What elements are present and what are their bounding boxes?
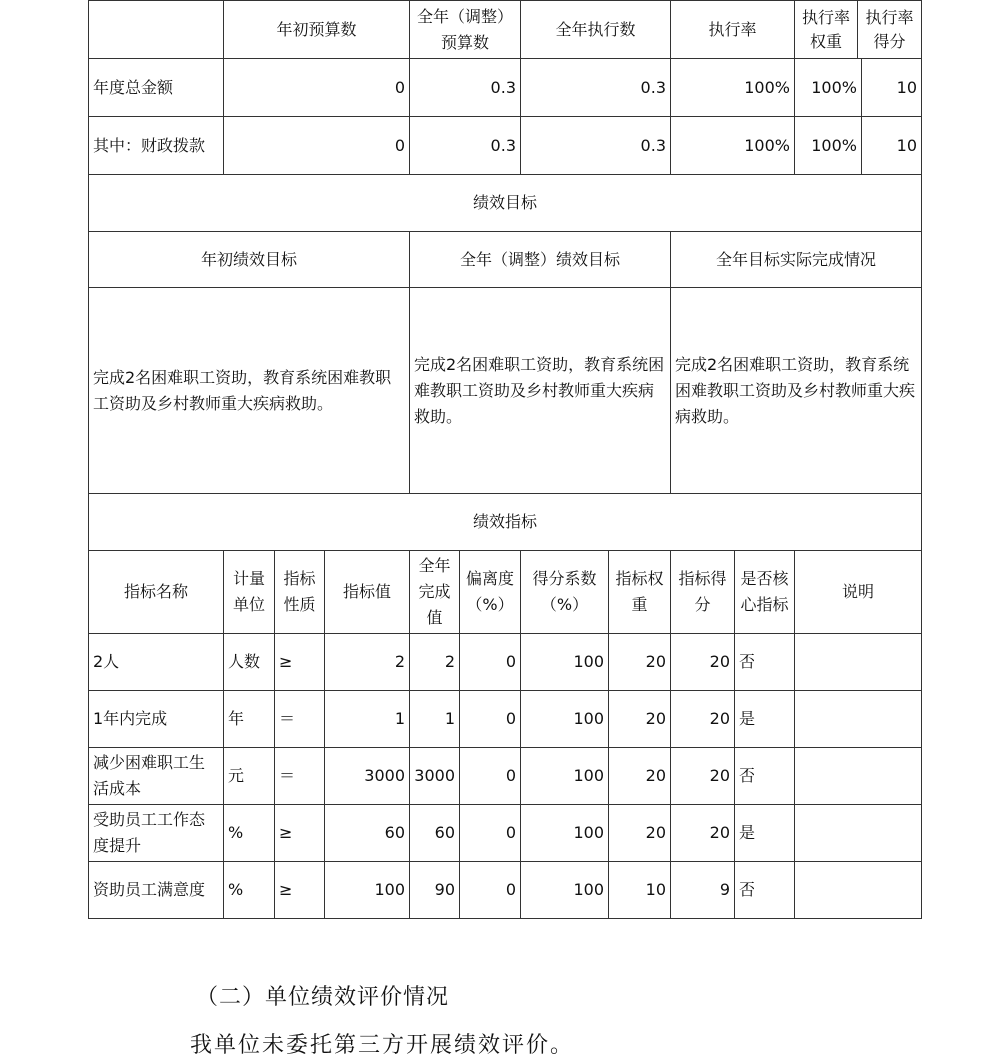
- ind-header-target: 指标值: [325, 551, 410, 634]
- budget-initial: 0: [224, 117, 410, 175]
- ind-completed: 3000: [410, 748, 460, 805]
- ind-note: [795, 862, 922, 919]
- indicator-row: [89, 634, 922, 691]
- budget-header-score: 执行率得分: [865, 7, 914, 51]
- budget-header-initial: 年初预算数: [224, 1, 410, 59]
- section2-title: （二）单位绩效评价情况: [196, 985, 450, 1010]
- ind-deviation: 0: [460, 805, 521, 862]
- ind-note: [795, 634, 922, 691]
- performance-table: [88, 0, 922, 919]
- goals-title-row: [89, 175, 922, 232]
- ind-name: 1年内完成: [89, 691, 224, 748]
- ind-core: 否: [735, 748, 795, 805]
- budget-initial: 0: [224, 59, 410, 117]
- indicator-row: [89, 691, 922, 748]
- budget-weight: 100%: [795, 59, 862, 116]
- ind-name: 2人: [89, 634, 224, 691]
- budget-header-row: [89, 1, 922, 59]
- goals-section-title: 绩效目标: [89, 175, 922, 232]
- goals-adjusted-text: 完成2名困难职工资助，教育系统困难教职工资助及乡村教师重大疾病救助。: [410, 288, 671, 494]
- ind-core: 否: [735, 634, 795, 691]
- ind-weight: 20: [609, 805, 671, 862]
- budget-corner: [89, 1, 224, 59]
- ind-completed: 2: [410, 634, 460, 691]
- ind-target: 100: [325, 862, 410, 919]
- ind-header-completed: 全年完成值: [410, 551, 460, 634]
- ind-header-score: 指标得分: [671, 551, 735, 634]
- ind-coef: 100: [521, 634, 609, 691]
- ind-note: [795, 748, 922, 805]
- ind-nature: ≥: [275, 634, 325, 691]
- ind-score: 20: [671, 691, 735, 748]
- indicator-row: [89, 748, 922, 805]
- ind-header-deviation: 偏离度（%）: [460, 551, 521, 634]
- ind-coef: 100: [521, 691, 609, 748]
- ind-score: 20: [671, 805, 735, 862]
- ind-nature: ＝: [275, 691, 325, 748]
- section2-text: 我单位未委托第三方开展绩效评价。: [190, 1033, 575, 1058]
- ind-weight: 20: [609, 634, 671, 691]
- ind-deviation: 0: [460, 862, 521, 919]
- budget-adjusted: 0.3: [410, 59, 521, 117]
- budget-executed: 0.3: [521, 117, 671, 175]
- budget-row: [89, 59, 922, 117]
- budget-header-executed: 全年执行数: [521, 1, 671, 59]
- budget-rate: 100%: [671, 59, 795, 117]
- goals-header-initial: 年初绩效目标: [89, 232, 410, 288]
- ind-note: [795, 805, 922, 862]
- goals-actual-text: 完成2名困难职工资助，教育系统困难教职工资助及乡村教师重大疾病救助。: [671, 288, 922, 494]
- goals-initial-text: 完成2名困难职工资助，教育系统困难教职工资助及乡村教师重大疾病救助。: [89, 288, 410, 494]
- ind-deviation: 0: [460, 691, 521, 748]
- budget-row: [89, 117, 922, 175]
- ind-score: 20: [671, 634, 735, 691]
- goals-header-adjusted: 全年（调整）绩效目标: [410, 232, 671, 288]
- budget-header-weight: 执行率权重: [795, 1, 858, 58]
- budget-header-weight-score: [795, 1, 922, 59]
- goals-header-actual: 全年目标实际完成情况: [671, 232, 922, 288]
- ind-name: 减少困难职工生活成本: [89, 748, 224, 805]
- budget-weight-score: [795, 59, 922, 117]
- ind-header-core: 是否核心指标: [735, 551, 795, 634]
- budget-header-adjusted: 全年（调整）预算数: [410, 1, 521, 59]
- ind-target: 3000: [325, 748, 410, 805]
- ind-deviation: 0: [460, 748, 521, 805]
- indicators-header-row: [89, 551, 922, 634]
- ind-core: 是: [735, 805, 795, 862]
- ind-header-weight: 指标权重: [609, 551, 671, 634]
- ind-target: 2: [325, 634, 410, 691]
- ind-coef: 100: [521, 748, 609, 805]
- budget-weight-score: [795, 117, 922, 175]
- ind-weight: 10: [609, 862, 671, 919]
- ind-score: 20: [671, 748, 735, 805]
- ind-completed: 1: [410, 691, 460, 748]
- ind-unit: %: [224, 805, 275, 862]
- ind-header-coef: 得分系数（%）: [521, 551, 609, 634]
- ind-completed: 90: [410, 862, 460, 919]
- ind-nature: ＝: [275, 748, 325, 805]
- ind-note: [795, 691, 922, 748]
- ind-core: 是: [735, 691, 795, 748]
- ind-coef: 100: [521, 862, 609, 919]
- budget-label: 年度总金额: [89, 59, 224, 117]
- ind-completed: 60: [410, 805, 460, 862]
- ind-nature: ≥: [275, 805, 325, 862]
- goals-content-row: [89, 288, 922, 494]
- goals-header-row: [89, 232, 922, 288]
- ind-header-name: 指标名称: [89, 551, 224, 634]
- ind-target: 1: [325, 691, 410, 748]
- indicator-row: [89, 862, 922, 919]
- ind-weight: 20: [609, 748, 671, 805]
- budget-score: 10: [896, 135, 917, 155]
- ind-score: 9: [671, 862, 735, 919]
- budget-header-rate: 执行率: [671, 1, 795, 59]
- ind-weight: 20: [609, 691, 671, 748]
- budget-executed: 0.3: [521, 59, 671, 117]
- budget-weight: 100%: [795, 117, 862, 174]
- indicators-section-title: 绩效指标: [89, 494, 922, 551]
- ind-unit: 年: [224, 691, 275, 748]
- ind-deviation: 0: [460, 634, 521, 691]
- ind-name: 资助员工满意度: [89, 862, 224, 919]
- ind-unit: 元: [224, 748, 275, 805]
- ind-target: 60: [325, 805, 410, 862]
- ind-header-nature: 指标性质: [275, 551, 325, 634]
- ind-unit: 人数: [224, 634, 275, 691]
- ind-header-unit: 计量单位: [224, 551, 275, 634]
- ind-nature: ≥: [275, 862, 325, 919]
- budget-adjusted: 0.3: [410, 117, 521, 175]
- budget-label: 其中：财政拨款: [89, 117, 224, 175]
- ind-name: 受助员工工作态度提升: [89, 805, 224, 862]
- indicator-row: [89, 805, 922, 862]
- indicators-title-row: [89, 494, 922, 551]
- ind-coef: 100: [521, 805, 609, 862]
- ind-unit: %: [224, 862, 275, 919]
- budget-score: 10: [896, 77, 917, 97]
- ind-header-note: 说明: [795, 551, 922, 634]
- ind-core: 否: [735, 862, 795, 919]
- budget-rate: 100%: [671, 117, 795, 175]
